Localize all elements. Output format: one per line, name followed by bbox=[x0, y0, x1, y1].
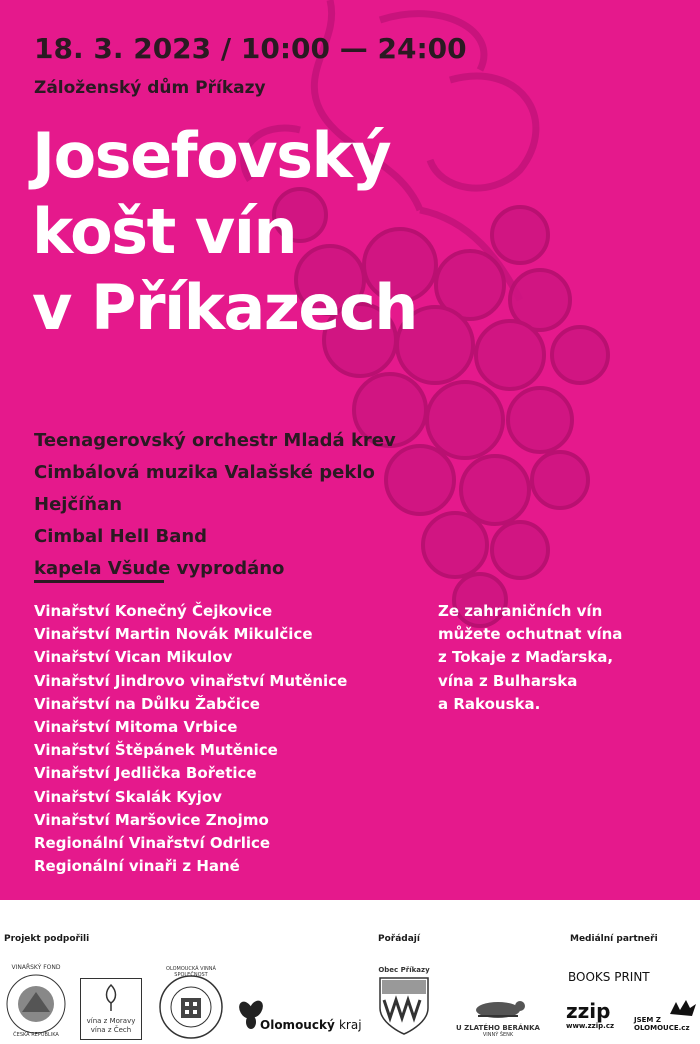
event-venue: Záloženský dům Příkazy bbox=[34, 78, 266, 98]
foreign-wines-note bbox=[438, 600, 622, 716]
u-zlateho-beranka-logo bbox=[448, 996, 548, 1040]
jsem-text-1: JSEM Z bbox=[634, 1016, 661, 1024]
zzip-logo bbox=[566, 1000, 626, 1040]
obec-prikazy-logo bbox=[376, 966, 432, 1042]
band-item: Hejčíňan bbox=[34, 494, 123, 515]
foreign-line: můžete ochutnat vína bbox=[438, 625, 623, 644]
winery-item: Vinařství Vican Mikulov bbox=[34, 648, 233, 667]
olomoucky-kraj-text-2: kraj bbox=[338, 1018, 362, 1032]
band-item: Cimbal Hell Band bbox=[34, 526, 208, 547]
olomoucka-text: OLOMOUCKÁ VINNÁ SPOLEČNOST bbox=[166, 966, 216, 978]
olomoucky-kraj-logo bbox=[236, 1000, 360, 1036]
ram-icon bbox=[448, 996, 548, 1020]
splash-icon bbox=[668, 998, 698, 1018]
winery-item: Vinařství Mitoma Vrbice bbox=[34, 718, 238, 737]
winery-item: Vinařství Maršovice Znojmo bbox=[34, 810, 269, 829]
vinarsky-fond-logo bbox=[4, 964, 68, 1038]
section-divider bbox=[34, 580, 164, 583]
title-line-3: v Příkazech bbox=[32, 271, 417, 344]
winery-item: Vinařství na Důlku Žabčice bbox=[34, 694, 260, 713]
band-item: Teenagerovský orchestr Mladá krev bbox=[34, 430, 396, 451]
winery-item: Vinařství Konečný Čejkovice bbox=[34, 602, 273, 620]
wineries-list bbox=[34, 600, 347, 878]
title-line-1: Josefovský bbox=[32, 119, 391, 192]
winery-item: Vinařství Skalák Kyjov bbox=[34, 787, 222, 806]
beranka-text: U ZLATÉHO BERÁNKA bbox=[456, 1024, 540, 1032]
jsem-z-olomouce-logo bbox=[634, 998, 698, 1040]
books-print-logo: BOOKS PRINT bbox=[568, 970, 650, 984]
bands-list bbox=[34, 425, 396, 585]
vinarsky-fond-text: VINAŘSKÝ FOND bbox=[11, 964, 61, 971]
sponsors-footer bbox=[0, 900, 700, 1044]
coat-of-arms-icon bbox=[376, 974, 432, 1036]
vina-z-moravy-text-2: vína z Čech bbox=[90, 1026, 132, 1034]
supported-label: Projekt podpořili bbox=[4, 934, 90, 944]
vina-z-moravy-text-1: vína z Moravy bbox=[86, 1017, 136, 1025]
foreign-line: Ze zahraničních vín bbox=[438, 602, 603, 620]
winery-item: Vinařství Jindrovo vinařství Mutěnice bbox=[34, 671, 348, 690]
vinarsky-fond-emblem-icon bbox=[4, 972, 68, 1036]
zzip-text: zzip bbox=[566, 999, 611, 1023]
obec-prikazy-text: Obec Příkazy bbox=[378, 966, 430, 974]
media-partners-label: Mediální partneři bbox=[570, 934, 658, 944]
event-title bbox=[32, 118, 417, 346]
winery-item: Vinařství Jedlička Bořetice bbox=[34, 764, 257, 783]
olomoucky-kraj-text-1: Olomoucký bbox=[260, 1018, 335, 1032]
foreign-line: vína z Bulharska bbox=[438, 671, 578, 690]
vinarsky-fond-sub: ČESKÁ REPUBLIKA bbox=[13, 1032, 59, 1038]
zzip-url: www.zzip.cz bbox=[566, 1022, 615, 1030]
organizers-label: Pořádají bbox=[378, 934, 420, 944]
winery-item: Regionální Vinařství Odrlice bbox=[34, 834, 271, 853]
title-line-2: košt vín bbox=[32, 195, 297, 268]
winery-item: Vinařství Martin Novák Mikulčice bbox=[34, 625, 313, 644]
jsem-text-2: OLOMOUCE.cz bbox=[634, 1024, 690, 1032]
olomoucka-seal-icon bbox=[158, 974, 224, 1040]
olomoucka-vinna-spolecnost-logo bbox=[158, 966, 224, 1040]
foreign-line: a Rakouska. bbox=[438, 694, 541, 713]
event-date-time: 18. 3. 2023 / 10:00 — 24:00 bbox=[34, 32, 467, 65]
beranka-sub: VINNÝ ŠENK bbox=[482, 1032, 514, 1038]
winery-item: Vinařství Štěpánek Mutěnice bbox=[34, 741, 278, 760]
winery-item: Regionální vinaři z Hané bbox=[34, 857, 240, 876]
tulip-icon bbox=[81, 979, 141, 1013]
band-item: Cimbálová muzika Valašské peklo bbox=[34, 462, 375, 483]
band-item: kapela Všude vyprodáno bbox=[34, 558, 285, 579]
foreign-line: z Tokaje z Maďarska, bbox=[438, 648, 614, 667]
vina-z-moravy-logo bbox=[80, 978, 142, 1040]
